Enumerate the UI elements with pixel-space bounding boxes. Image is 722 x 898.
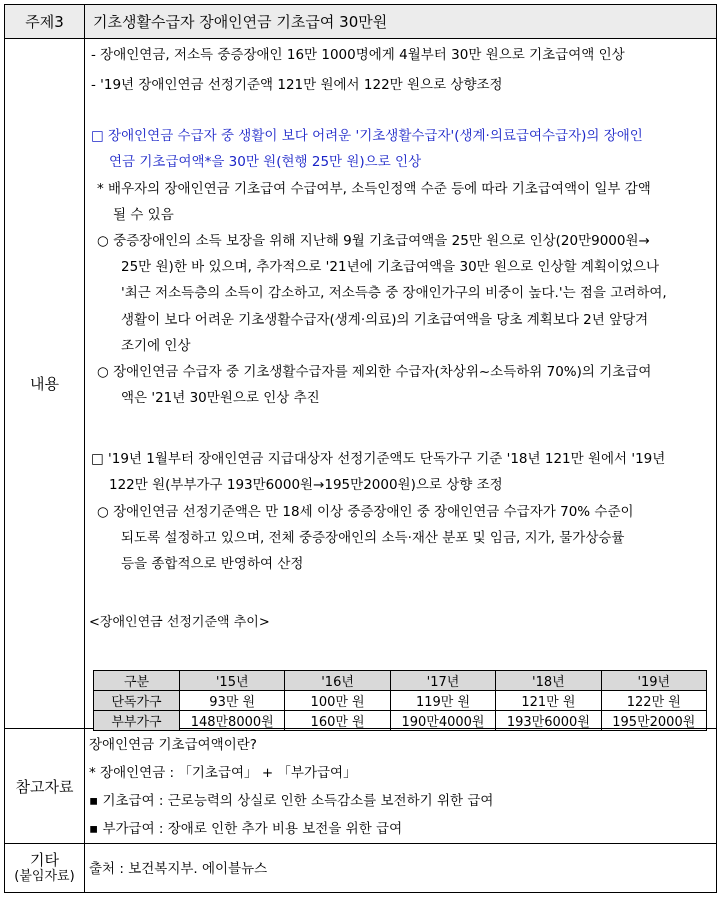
content-body — [85, 39, 717, 729]
content-line: □ 장애인연금 수급자 중 생활이 보다 어려운 '기초생활수급자'(생계·의료급여수급자)의 장애인 — [91, 128, 643, 144]
content-line: 생활이 보다 어려운 기초생활수급자(생계·의료)의 기초급여액을 당초 계획보다 2년 앞당겨 — [121, 312, 649, 328]
content-line: ○ 장애인연금 선정기준액은 만 18세 이상 중증장애인 중 장애인연금 수급자가 70% 수준이 — [97, 504, 634, 520]
topic-label: 주제3 — [5, 5, 85, 39]
table-cell: 단독가구 — [94, 691, 180, 711]
content-line: 25만 원)한 바 있으며, 추가적으로 '21년에 기초급여액을 30만 원으로 인상할 계획이었으나 — [121, 259, 660, 275]
content-line: * 배우자의 장애인연금 기초급여 수급여부, 소득인정액 수준 등에 따라 기초급여액이 일부 감액 — [97, 181, 651, 197]
content-line: 액은 '21년 30만원으로 인상 추진 — [121, 390, 320, 406]
reference-line: * 장애인연금 : 「기초급여」 + 「부가급여」 — [89, 765, 357, 781]
table-header: '18년 — [496, 671, 601, 691]
table-header: '17년 — [390, 671, 495, 691]
content-line: 122만 원(부부가구 193만6000원→195만2000원)으로 상향 조정 — [109, 477, 503, 493]
reference-line: ▪ 부가급여 : 장애로 인한 추가 비용 보전을 위한 급여 — [89, 821, 403, 837]
reference-line: ▪ 기초급여 : 근로능력의 상실로 인한 소득감소를 보전하기 위한 급여 — [89, 793, 494, 809]
table-caption: <장애인연금 선정기준액 추이> — [89, 615, 270, 630]
etc-label — [5, 844, 85, 893]
content-line: 될 수 있음 — [113, 207, 174, 223]
table-cell: 195만2000원 — [601, 711, 706, 731]
table-header: 구분 — [94, 671, 180, 691]
source-text: 출처 : 보건복지부. 에이블뉴스 — [89, 861, 268, 877]
content-label: 내용 — [5, 39, 85, 729]
content-line: 연금 기초급여액*을 30만 원(현행 25만 원)으로 인상 — [109, 154, 422, 170]
reference-line: 장애인연금 기초급여액이란? — [89, 737, 257, 753]
etc-body — [85, 844, 717, 893]
content-line: 등을 종합적으로 반영하여 산정 — [121, 556, 304, 572]
content-line: - '19년 장애인연금 선정기준액 121만 원에서 122만 원으로 상향조정 — [91, 77, 503, 93]
document-table — [4, 4, 717, 893]
etc-label-main: 기타 — [30, 851, 59, 869]
content-line: □ '19년 1월부터 장애인연금 지급대상자 선정기준액도 단독가구 기준 '18년 121만 원에서 '19년 — [91, 451, 666, 467]
content-line: 되도록 설정하고 있으며, 전체 중증장애인의 소득·재산 분포 및 임금, 지가, 물가상승률 — [121, 530, 625, 546]
table-cell: 부부가구 — [94, 711, 180, 731]
table-cell: 193만6000원 — [496, 711, 601, 731]
content-line: - 장애인연금, 저소득 중증장애인 16만 1000명에게 4월부터 30만 원으로 기초급여액 인상 — [91, 47, 625, 63]
table-row — [94, 691, 707, 711]
table-cell: 119만 원 — [390, 691, 495, 711]
table-cell: 160만 원 — [285, 711, 390, 731]
reference-body — [85, 729, 717, 844]
content-line: 조기에 인상 — [121, 338, 191, 354]
criteria-table — [93, 670, 707, 731]
content-line: ○ 중증장애인의 소득 보장을 위해 지난해 9월 기초급여액을 25만 원으로 인상(20만9000원→ — [97, 233, 650, 249]
etc-label-sub: (붙임자료) — [14, 869, 75, 884]
content-line: ○ 장애인연금 수급자 중 기초생활수급자를 제외한 수급자(차상위~소득하위 70%)의 기초급여 — [97, 364, 652, 380]
topic-title: 기초생활수급자 장애인연금 기초급여 30만원 — [85, 5, 717, 39]
table-cell: 100만 원 — [285, 691, 390, 711]
table-header: '15년 — [180, 671, 285, 691]
table-cell: 121만 원 — [496, 691, 601, 711]
table-header: '16년 — [285, 671, 390, 691]
table-row — [94, 711, 707, 731]
table-cell: 93만 원 — [180, 691, 285, 711]
reference-label: 참고자료 — [5, 729, 85, 844]
table-cell: 122만 원 — [601, 691, 706, 711]
table-header: '19년 — [601, 671, 706, 691]
table-cell: 148만8000원 — [180, 711, 285, 731]
table-cell: 190만4000원 — [390, 711, 495, 731]
content-line: '최근 저소득층의 소득이 감소하고, 저소득층 중 장애인가구의 비중이 높다.'는 점을 고려하여, — [121, 285, 667, 301]
